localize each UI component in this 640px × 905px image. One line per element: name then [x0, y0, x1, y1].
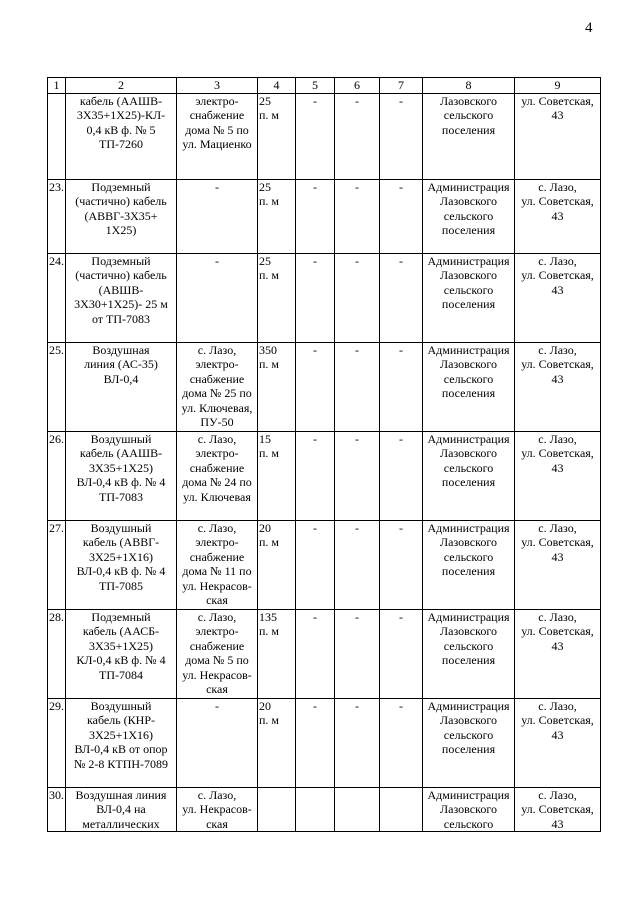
row-number-cell: 26. [48, 431, 66, 520]
object-location-cell: - [177, 179, 258, 253]
address-cell: с. Лазо, ул. Советская, 43 [515, 179, 601, 253]
table-row [48, 431, 601, 520]
row-number-cell: 30. [48, 787, 66, 832]
column-6-cell: - [335, 253, 380, 342]
table-row [48, 520, 601, 609]
header-cell: 3 [177, 78, 258, 94]
owner-cell: Администрация Лазовского сельского поселения [423, 342, 515, 431]
column-7-cell: - [380, 698, 423, 787]
column-6-cell: - [335, 431, 380, 520]
property-register-table [47, 77, 601, 832]
column-5-cell: - [296, 431, 335, 520]
column-6-cell: - [335, 698, 380, 787]
column-5-cell: - [296, 609, 335, 698]
column-7-cell: - [380, 342, 423, 431]
object-name-cell: Воздушная линия (АС-35) ВЛ-0,4 [66, 342, 177, 431]
owner-cell: Администрация Лазовского сельского поселения [423, 431, 515, 520]
header-cell: 4 [258, 78, 296, 94]
column-7-cell: - [380, 609, 423, 698]
column-6-cell: - [335, 179, 380, 253]
object-name-cell: Воздушная линия ВЛ-0,4 на металлических [66, 787, 177, 832]
table-header-row [48, 78, 601, 94]
object-name-cell: Воздушный кабель (АВВГ- 3Х25+1Х16) ВЛ-0,4 кВ ф. № 4 ТП-7085 [66, 520, 177, 609]
column-7-cell [380, 787, 423, 832]
column-7-cell: - [380, 179, 423, 253]
address-cell: с. Лазо, ул. Советская, 43 [515, 787, 601, 832]
page-number: 4 [585, 20, 593, 36]
object-name-cell: Подземный кабель (ААСБ- 3Х35+1Х25) КЛ-0,4 кВ ф. № 4 ТП-7084 [66, 609, 177, 698]
length-cell: 25 п. м [258, 93, 296, 179]
column-6-cell: - [335, 93, 380, 179]
header-cell: 6 [335, 78, 380, 94]
row-number-cell: 27. [48, 520, 66, 609]
table-row [48, 253, 601, 342]
column-5-cell [296, 787, 335, 832]
row-number-cell: 25. [48, 342, 66, 431]
object-name-cell: Подземный (частично) кабель (АВШВ- 3Х30+1Х25)- 25 м от ТП-7083 [66, 253, 177, 342]
object-name-cell: Воздушный кабель (ААШВ- 3Х35+1Х25) ВЛ-0,4 кВ ф. № 4 ТП-7083 [66, 431, 177, 520]
owner-cell: Администрация Лазовского сельского поселения [423, 609, 515, 698]
header-cell: 1 [48, 78, 66, 94]
table-row [48, 342, 601, 431]
column-5-cell: - [296, 698, 335, 787]
column-7-cell: - [380, 520, 423, 609]
object-location-cell: с. Лазо, электро- снабжение дома № 5 по ул. Некрасов- ская [177, 609, 258, 698]
length-cell: 25 п. м [258, 253, 296, 342]
address-cell: с. Лазо, ул. Советская, 43 [515, 520, 601, 609]
owner-cell: Администрация Лазовского сельского поселения [423, 179, 515, 253]
column-6-cell: - [335, 342, 380, 431]
object-name-cell: Подземный (частично) кабель (АВВГ-3Х35+ 1Х25) [66, 179, 177, 253]
table-row [48, 698, 601, 787]
row-number-cell [48, 93, 66, 179]
object-name-cell: Воздушный кабель (КНР- 3Х25+1Х16) ВЛ-0,4 кВ от опор № 2-8 КТПН-7089 [66, 698, 177, 787]
row-number-cell: 28. [48, 609, 66, 698]
header-cell: 5 [296, 78, 335, 94]
object-location-cell: - [177, 253, 258, 342]
object-location-cell: электро- снабжение дома № 5 по ул. Мациенко [177, 93, 258, 179]
column-7-cell: - [380, 93, 423, 179]
table-row [48, 179, 601, 253]
length-cell: 135 п. м [258, 609, 296, 698]
column-5-cell: - [296, 342, 335, 431]
column-7-cell: - [380, 431, 423, 520]
table-row [48, 787, 601, 832]
length-cell [258, 787, 296, 832]
length-cell: 20 п. м [258, 520, 296, 609]
row-number-cell: 29. [48, 698, 66, 787]
owner-cell: Администрация Лазовского сельского поселения [423, 698, 515, 787]
address-cell: с. Лазо, ул. Советская, 43 [515, 609, 601, 698]
table-row [48, 93, 601, 179]
column-5-cell: - [296, 253, 335, 342]
column-7-cell: - [380, 253, 423, 342]
length-cell: 350 п. м [258, 342, 296, 431]
owner-cell: Администрация Лазовского сельского поселения [423, 253, 515, 342]
object-location-cell: с. Лазо, электро- снабжение дома № 25 по ул. Ключевая, ПУ-50 [177, 342, 258, 431]
column-6-cell: - [335, 609, 380, 698]
length-cell: 15 п. м [258, 431, 296, 520]
object-location-cell: - [177, 698, 258, 787]
table-row [48, 609, 601, 698]
length-cell: 25 п. м [258, 179, 296, 253]
column-6-cell: - [335, 520, 380, 609]
object-location-cell: с. Лазо, электро- снабжение дома № 11 по ул. Некрасов- ская [177, 520, 258, 609]
object-location-cell: с. Лазо, электро- снабжение дома № 24 по ул. Ключевая [177, 431, 258, 520]
object-name-cell: кабель (ААШВ- 3Х35+1Х25)-КЛ- 0,4 кВ ф. № 5 ТП-7260 [66, 93, 177, 179]
row-number-cell: 24. [48, 253, 66, 342]
object-location-cell: с. Лазо, ул. Некрасов- ская [177, 787, 258, 832]
address-cell: с. Лазо, ул. Советская, 43 [515, 698, 601, 787]
owner-cell: Администрация Лазовского сельского [423, 787, 515, 832]
column-5-cell: - [296, 520, 335, 609]
header-cell: 7 [380, 78, 423, 94]
column-5-cell: - [296, 93, 335, 179]
column-5-cell: - [296, 179, 335, 253]
header-cell: 9 [515, 78, 601, 94]
address-cell: ул. Советская, 43 [515, 93, 601, 179]
owner-cell: Администрация Лазовского сельского поселения [423, 520, 515, 609]
address-cell: с. Лазо, ул. Советская, 43 [515, 253, 601, 342]
address-cell: с. Лазо, ул. Советская, 43 [515, 431, 601, 520]
length-cell: 20 п. м [258, 698, 296, 787]
row-number-cell: 23. [48, 179, 66, 253]
owner-cell: Лазовского сельского поселения [423, 93, 515, 179]
header-cell: 8 [423, 78, 515, 94]
header-cell: 2 [66, 78, 177, 94]
address-cell: с. Лазо, ул. Советская, 43 [515, 342, 601, 431]
column-6-cell [335, 787, 380, 832]
